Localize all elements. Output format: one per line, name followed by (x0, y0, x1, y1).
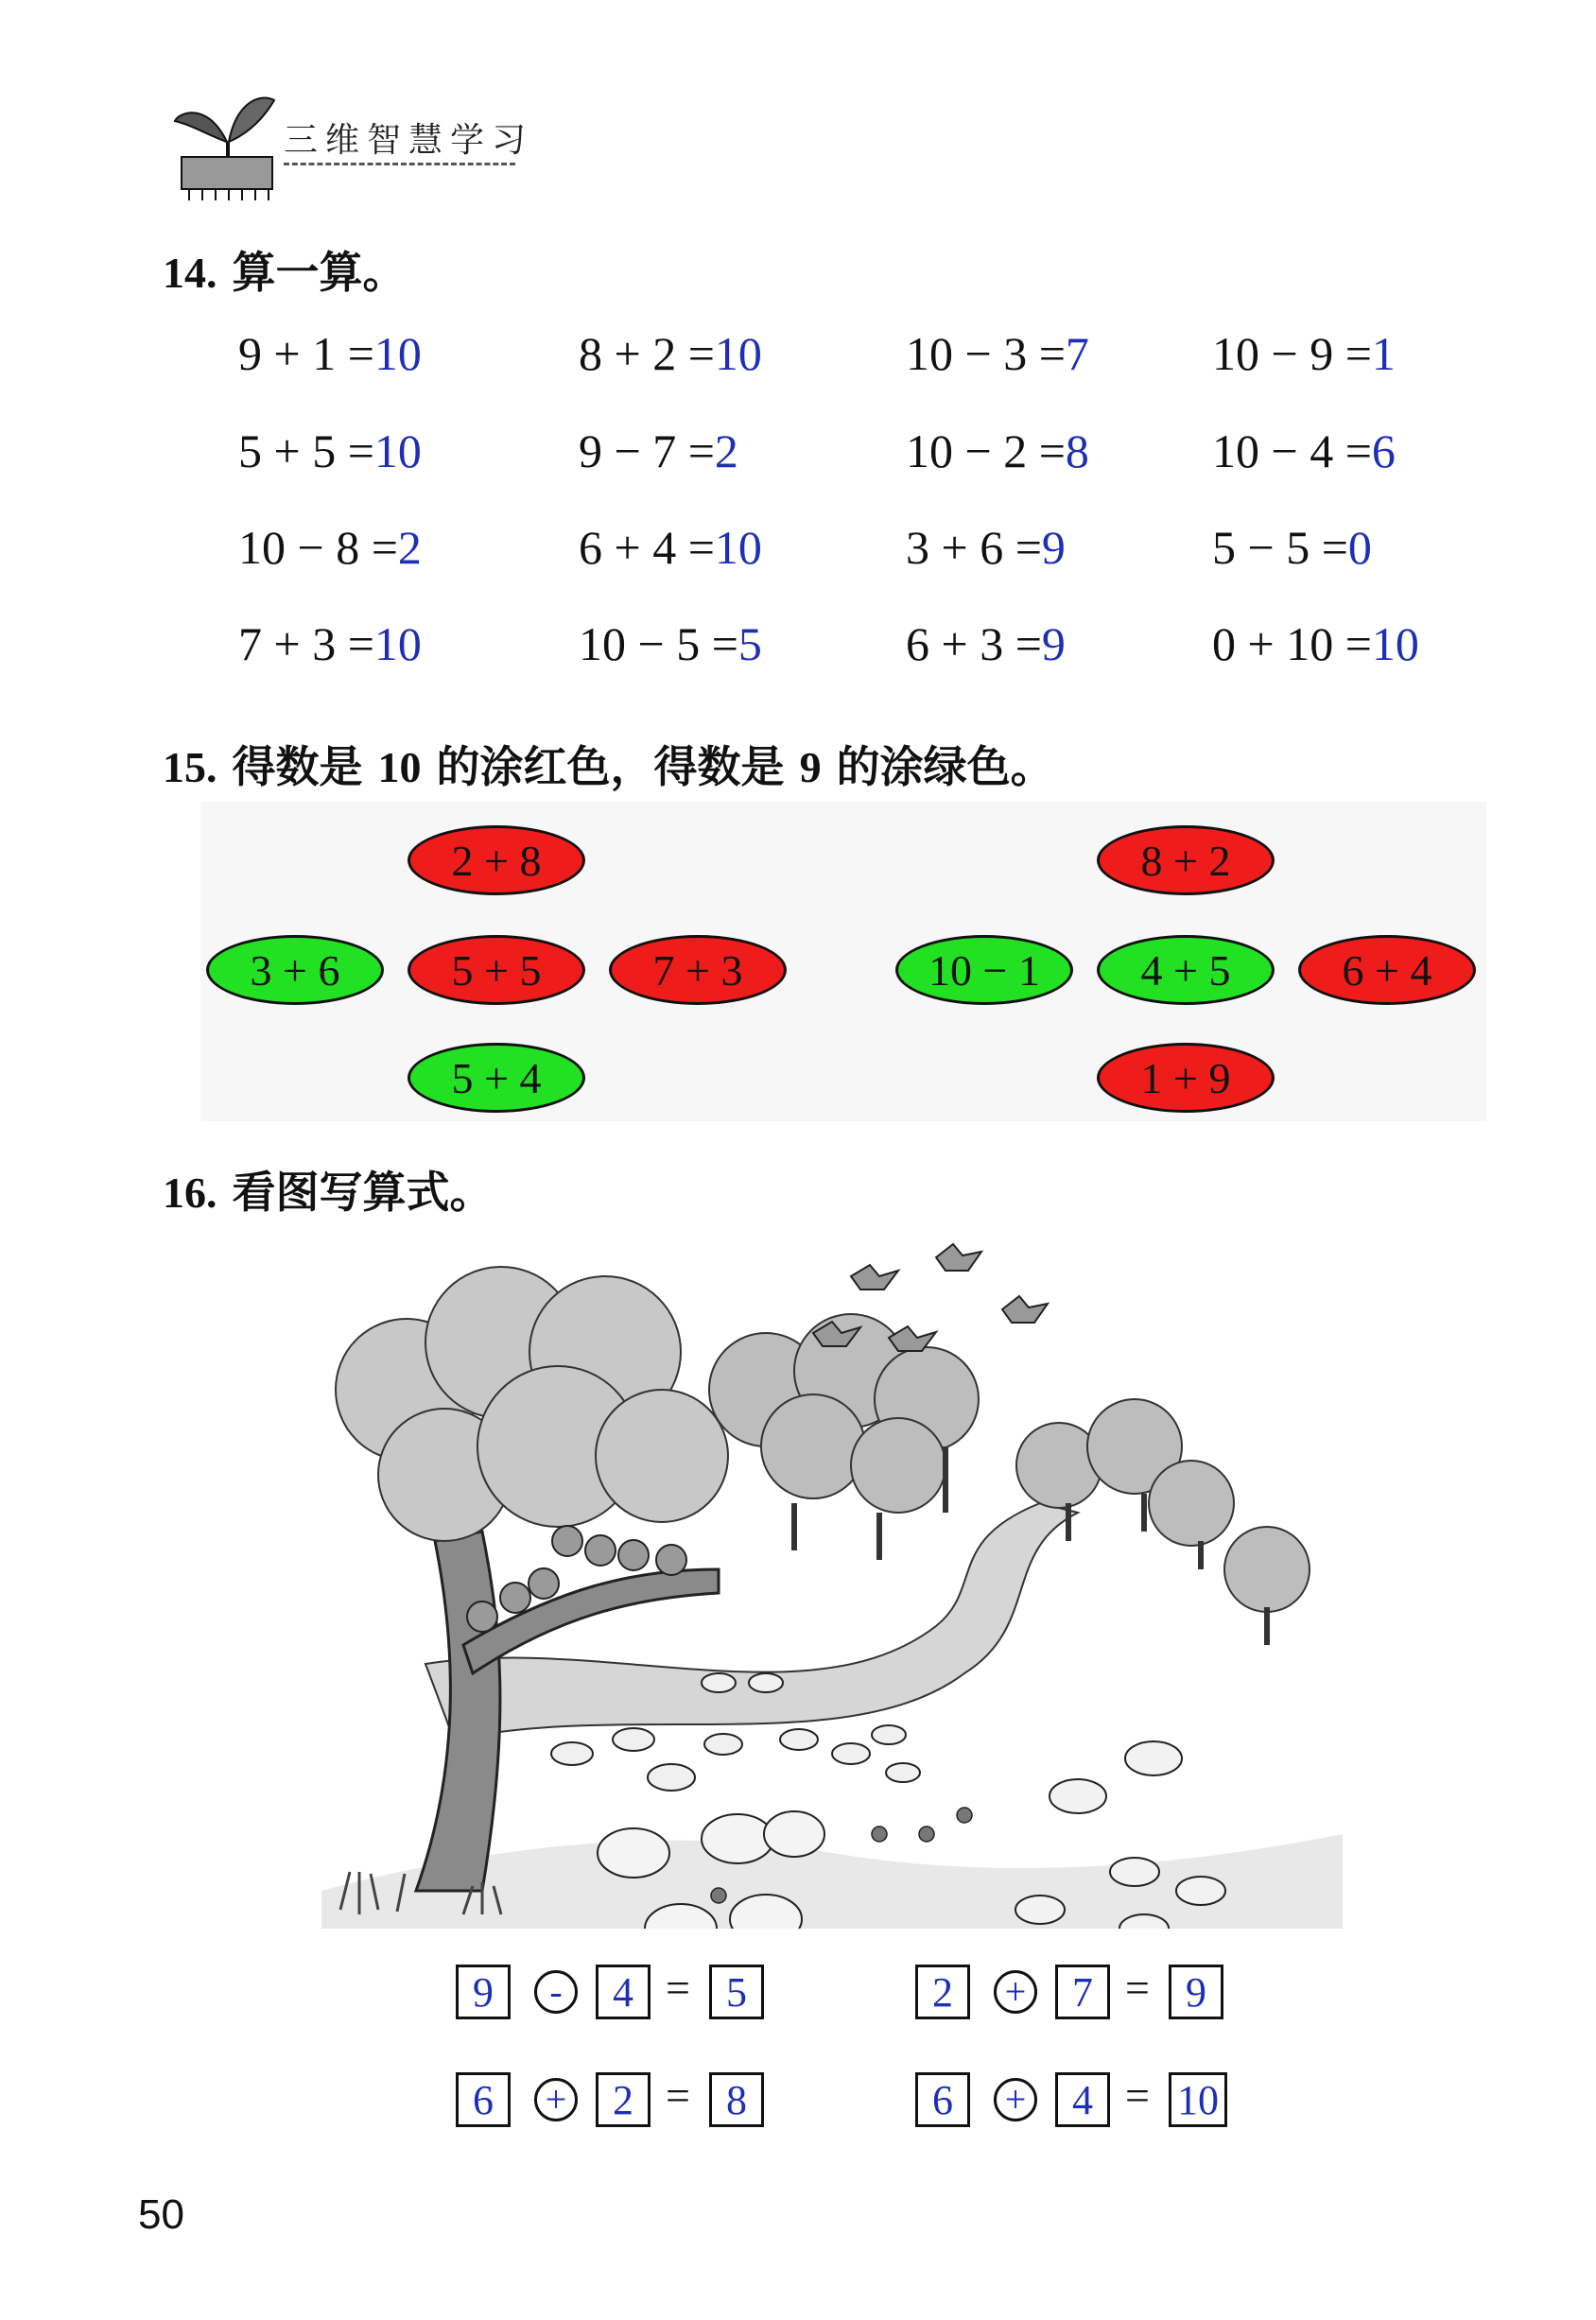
ex15-oval-right: 7 + 3 (609, 935, 787, 1005)
ex14-question: 10 − 2 = (906, 424, 1066, 477)
ex14-equation (906, 616, 1066, 671)
book-logo-icon (170, 83, 284, 206)
ex15-oval-right: 6 + 4 (1298, 935, 1476, 1005)
ex14-equation (1212, 520, 1372, 575)
ex14-answer: 10 (714, 521, 762, 574)
ex15-title: 15. 得数是 10 的涂红色，得数是 9 的涂绿色。 (163, 741, 1054, 792)
page-number: 50 (138, 2191, 184, 2238)
ex14-answer: 2 (397, 521, 422, 574)
ex14-answer: 10 (373, 327, 422, 380)
ex14-answer: 9 (1041, 617, 1066, 670)
ex14-question: 10 − 3 = (906, 327, 1066, 380)
ex14-title: 14. 算一算。 (163, 247, 407, 298)
ex14-answer: 10 (373, 424, 422, 477)
ex16-operand-b-box: 7 (1055, 1965, 1110, 2019)
ex14-equation (579, 326, 762, 381)
ex14-question: 6 + 4 = (579, 521, 715, 574)
ex16-operand-a-box: 6 (915, 2072, 970, 2127)
ex14-answer: 8 (1065, 424, 1089, 477)
ex14-question: 9 − 7 = (579, 424, 715, 477)
ex14-answer: 2 (714, 424, 738, 477)
ex14-answer: 5 (737, 617, 762, 670)
ex14-question: 5 − 5 = (1212, 521, 1348, 574)
ex16-result-box: 9 (1169, 1965, 1223, 2019)
ex14-answer: 9 (1041, 521, 1066, 574)
ex14-question: 0 + 10 = (1212, 617, 1372, 670)
ex16-operand-b-box: 4 (1055, 2072, 1110, 2127)
ex15-oval-center: 5 + 5 (408, 935, 585, 1005)
ex16-equals-sign: = (666, 2071, 690, 2120)
ex14-equation (238, 326, 422, 381)
ex14-question: 8 + 2 = (579, 327, 715, 380)
ex14-equation (579, 616, 762, 671)
ex15-oval-left: 10 − 1 (895, 935, 1073, 1005)
brand-underline (284, 163, 515, 165)
ex14-equation (579, 520, 762, 575)
ex14-answer: 10 (714, 327, 762, 380)
ex16-equals-sign: = (1125, 1964, 1150, 2012)
ex16-operand-a-box: 2 (915, 1965, 970, 2019)
ex16-result-box: 10 (1169, 2072, 1227, 2127)
ex14-equation (906, 424, 1089, 478)
ex14-question: 5 + 5 = (238, 424, 374, 477)
ex14-question: 10 − 8 = (238, 521, 398, 574)
ex14-answer: 10 (373, 617, 422, 670)
ex14-equation (1212, 616, 1419, 671)
scene-illustration (321, 1229, 1343, 1929)
ex16-operand-b-box: 2 (596, 2072, 651, 2127)
ex14-question: 6 + 3 = (906, 617, 1042, 670)
ex14-equation (906, 520, 1066, 575)
ex15-oval-bottom: 1 + 9 (1097, 1043, 1275, 1113)
ex14-answer: 6 (1371, 424, 1396, 477)
ex14-question: 10 − 9 = (1212, 327, 1372, 380)
ex16-equals-sign: = (1125, 2071, 1150, 2120)
ex14-answer: 1 (1371, 327, 1396, 380)
ex15-panel (200, 802, 1486, 1121)
ex16-operand-a-box: 6 (456, 2072, 511, 2127)
ex16-operator-circle: - (534, 1970, 578, 2014)
ex14-equation (579, 424, 738, 478)
ex14-question: 7 + 3 = (238, 617, 374, 670)
ex14-question: 9 + 1 = (238, 327, 374, 380)
ex16-operator-circle: + (994, 1970, 1037, 2014)
ex16-result-box: 5 (709, 1965, 764, 2019)
ex15-oval-top: 2 + 8 (408, 825, 585, 895)
ex16-title: 16. 看图写算式。 (163, 1167, 494, 1218)
ex16-operand-b-box: 4 (596, 1965, 651, 2019)
ex14-question: 10 − 4 = (1212, 424, 1372, 477)
ex15-oval-top: 8 + 2 (1097, 825, 1275, 895)
ex16-operator-circle: + (994, 2078, 1037, 2121)
ex15-oval-bottom: 5 + 4 (408, 1043, 585, 1113)
ex16-operand-a-box: 9 (456, 1965, 511, 2019)
ex16-result-box: 8 (709, 2072, 764, 2127)
ex14-question: 10 − 5 = (579, 617, 738, 670)
ex14-answer: 10 (1371, 617, 1419, 670)
ex14-equation (238, 616, 422, 671)
ex16-operator-circle: + (534, 2078, 578, 2121)
ex14-question: 3 + 6 = (906, 521, 1042, 574)
ex14-answer: 7 (1065, 327, 1089, 380)
ex16-equals-sign: = (666, 1964, 690, 2012)
ex14-equation (906, 326, 1089, 381)
ex15-oval-center: 4 + 5 (1097, 935, 1275, 1005)
ex14-equation (1212, 424, 1396, 478)
ex15-oval-left: 3 + 6 (206, 935, 384, 1005)
book-brand-title: 三维智慧学习 (284, 121, 534, 160)
ex14-equation (238, 520, 422, 575)
ex14-equation (1212, 326, 1396, 381)
ex14-answer: 0 (1347, 521, 1372, 574)
ex14-equation (238, 424, 422, 478)
